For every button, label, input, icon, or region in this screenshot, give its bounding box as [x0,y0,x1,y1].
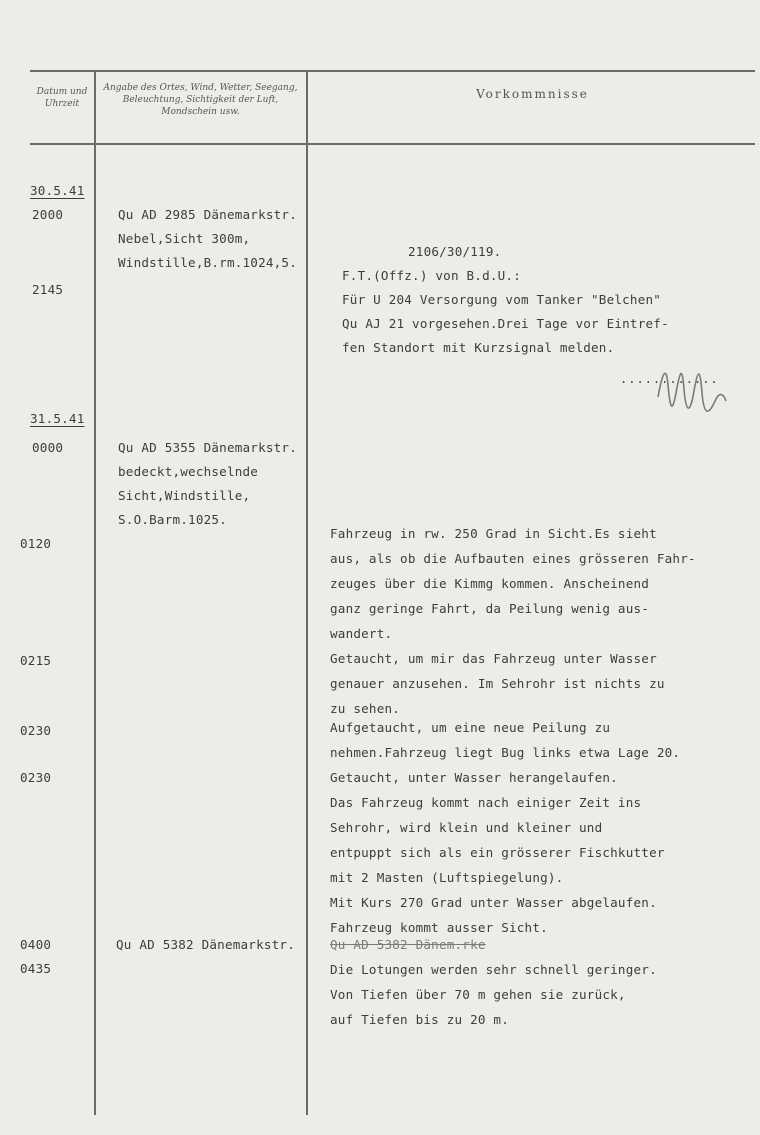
event-line: ganz geringe Fahrt, da Peilung wenig aus- [330,601,650,616]
entry-time: 0400 [20,937,52,952]
entry-date: 31.5.41 [30,411,85,426]
location-line: Qu AD 2985 Dänemarkstr. [118,207,297,222]
location-line: bedeckt,wechselnde [118,464,259,479]
event-line: Fahrzeug kommt ausser Sicht. [330,920,548,935]
separator-dots: ............ [620,372,719,386]
location-line: Windstille,B.rm.1024,5. [118,255,297,270]
event-line: nehmen.Fahrzeug liegt Bug links etwa Lage 20. [330,745,681,760]
event-line: Von Tiefen über 70 m gehen sie zurück, [330,987,626,1002]
event-line: Qu AJ 21 vorgesehen.Drei Tage vor Eintref- [342,316,669,331]
event-line: F.T.(Offz.) von B.d.U.: [342,268,521,283]
event-line: genauer anzusehen. Im Sehrohr ist nichts zu [330,676,665,691]
location-line: Qu AD 5382 Dänemarkstr. [116,937,295,952]
event-line: Getaucht, um mir das Fahrzeug unter Wasser [330,651,657,666]
event-line: mit 2 Masten (Luftspiegelung). [330,870,564,885]
entry-time: 0435 [20,961,52,976]
column-divider-2 [306,70,308,1115]
event-line: fen Standort mit Kurzsignal melden. [342,340,615,355]
event-line: Für U 204 Versorgung vom Tanker "Belchen" [342,292,662,307]
entry-time: 0215 [20,653,52,668]
entry-time: 2145 [32,282,64,297]
radio-reference: 2106/30/119. [408,244,502,259]
location-line: Sicht,Windstille, [118,488,251,503]
event-line: Das Fahrzeug kommt nach einiger Zeit ins [330,795,642,810]
event-line: Aufgetaucht, um eine neue Peilung zu [330,720,611,735]
event-line: wandert. [330,626,393,641]
location-line: Qu AD 5355 Dänemarkstr. [118,440,297,455]
entry-time: 0120 [20,536,52,551]
header-events: Vorkommnisse [476,87,589,101]
entry-time: 0230 [20,770,52,785]
event-line: auf Tiefen bis zu 20 m. [330,1012,509,1027]
event-line: Sehrohr, wird klein und kleiner und [330,820,603,835]
event-line: zeuges über die Kimmg kommen. Anscheinend [330,576,650,591]
header-top-rule [30,70,755,72]
header-bottom-rule [30,143,755,145]
entry-time: 0000 [32,440,64,455]
event-line: zu sehen. [330,701,401,716]
event-line: entpuppt sich als ein grösserer Fischkutter [330,845,665,860]
signature-mark [650,355,730,425]
event-line: Mit Kurs 270 Grad unter Wasser abgelaufen. [330,895,657,910]
header-date-time: Datum und Uhrzeit [36,87,88,109]
struck-through-text: Qu AD 5382 Dänem.rke [330,937,486,952]
header-location-weather: Angabe des Ortes, Wind, Wetter, Seegang, Beleuchtung, Sichtigkeit der Luft, Mondschein usw. [103,83,298,117]
entry-time: 0230 [20,723,52,738]
entry-date: 30.5.41 [30,183,85,198]
location-line: Nebel,Sicht 300m, [118,231,251,246]
location-line: S.O.Barm.1025. [118,512,227,527]
event-line: Fahrzeug in rw. 250 Grad in Sicht.Es sieht [330,526,657,541]
column-divider-1 [94,70,96,1115]
event-line: Die Lotungen werden sehr schnell geringer. [330,962,657,977]
event-line: Getaucht, unter Wasser herangelaufen. [330,770,618,785]
event-line: aus, als ob die Aufbauten eines grösseren Fahr- [330,551,696,566]
entry-time: 2000 [32,207,64,222]
